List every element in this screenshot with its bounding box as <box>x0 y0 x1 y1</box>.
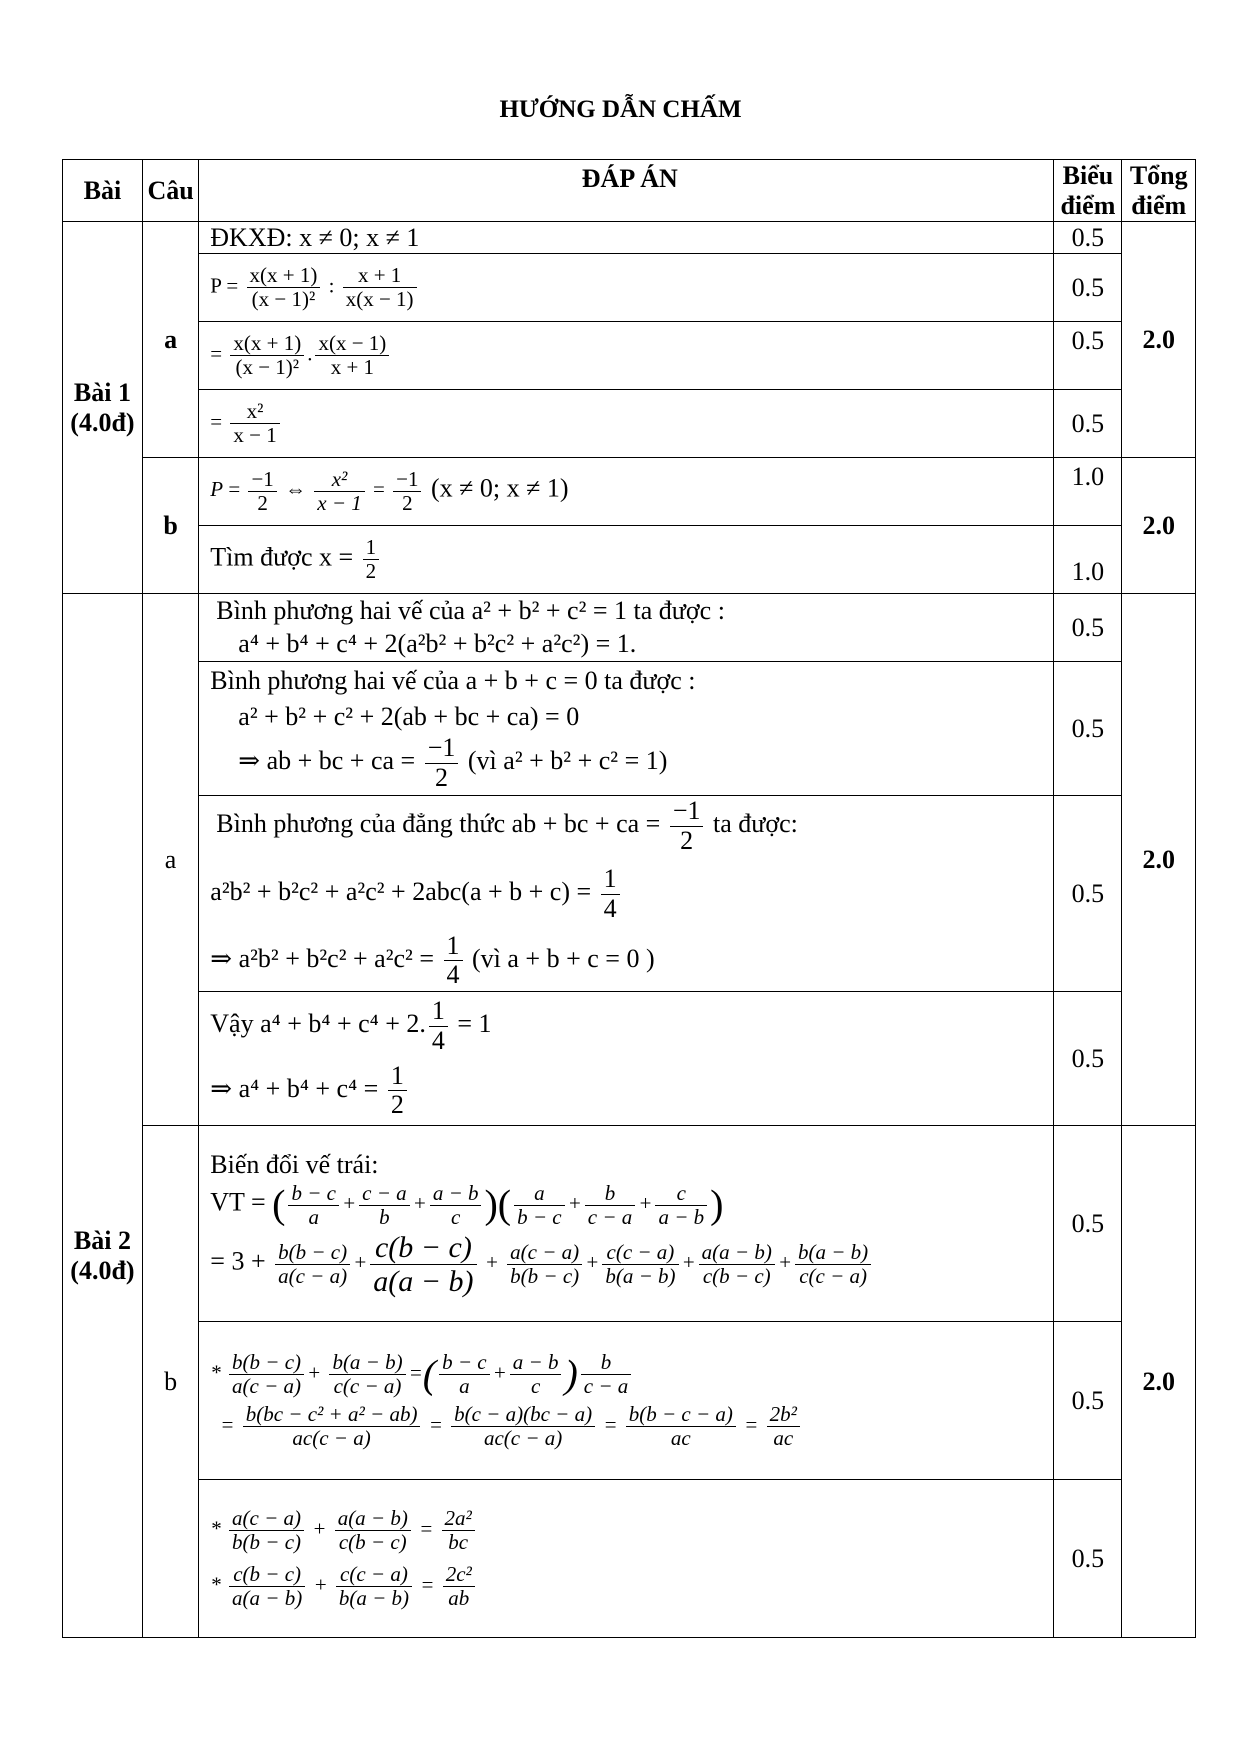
bai2-label-cell <box>63 594 143 1638</box>
formula-p-step2: = $\frac{x(x + 1)}{\text{(x − 1)²}}$ . $\frac{x(x - 1)}{x + 1}$ <box>199 322 1054 390</box>
bai1-label: Bài 1 <box>73 377 131 407</box>
vay-text: Vậy <box>210 1009 254 1039</box>
bai1-result: Tìm được x = $\frac{1}{2}$ <box>199 526 1054 594</box>
table-row <box>63 594 1196 662</box>
header-cau: Câu <box>142 160 198 222</box>
score-cell: 0.5 <box>1054 1322 1122 1480</box>
score-cell: 0.5 <box>1054 594 1122 662</box>
bai2-step1: Bình phương hai vế của a² + b² + c² = 1 ta được : a⁴ + b⁴ + c⁴ + 2(a²b² + b²c² + a²c²) = 1. <box>199 594 1054 662</box>
step1-text: Bình phương hai vế của <box>216 596 466 625</box>
formula-equation: P = $\frac{-1}{2}$ ⇔ $\frac{\text{x²}}{x - 1}$ = $\frac{-1}{2}$ (x ≠ 0; x ≠ 1) <box>199 458 1054 526</box>
table-row <box>63 796 1196 992</box>
formula-p-result: = $\frac{\text{x²}}{x - 1}$ <box>199 390 1054 458</box>
bai2-label: Bài 2 <box>73 1225 131 1255</box>
bai2-step3: Bình phương của đẳng thức ab + bc + ca = $\frac{-1}{2}$ ta được: a²b² + b²c² + a²c² + 2abc(a + b + c) = $\frac{1}{4}$ ⇒ a²b² + b²c² + a²c² = $\frac{1}{4}$ (vì a + b + c = 0 ) <box>199 796 1054 992</box>
page-title: HƯỚNG DẪN CHẤM <box>499 96 742 123</box>
tim-duoc-text: Tìm được x = <box>210 542 354 572</box>
score-cell: 0.5 <box>1054 662 1122 796</box>
bai2-step7: * $\frac{a(c - a)}{b(b - c)}$ + $\frac{a(a - b)}{c(b - c)}$ = $\frac{\text{2a²}}{bc}$ * $\frac{c(b - c)}{a(a - b)}$ + $\frac{c(c - a)}{b(a - b)}$ = $\frac{\text{2c²}}{ab}$ <box>199 1480 1054 1638</box>
score-cell: 0.5 <box>1054 254 1122 322</box>
score-cell: 1.0 <box>1054 526 1122 594</box>
bai2-total-a: 2.0 <box>1122 594 1196 1126</box>
grading-table <box>62 159 1196 1638</box>
bai1-cau-a: a <box>142 222 198 458</box>
bai2-points: (4.0đ) <box>70 1255 135 1285</box>
table-row <box>63 1480 1196 1638</box>
bai2-cau-b: b <box>142 1126 198 1638</box>
bai1-condition: (x ≠ 0; x ≠ 1) <box>430 473 569 503</box>
score-cell: 0.5 <box>1054 390 1122 458</box>
table-header-row <box>63 160 1196 222</box>
bai2-cau-a: a <box>142 594 198 1126</box>
vi-abc: (vì a + b + c = 0 ) <box>472 943 655 973</box>
header-tong-diem: Tổng điểm <box>1122 160 1196 222</box>
step3-tail: ta được: <box>712 809 798 839</box>
formula-p: P = $\frac{x(x + 1)}{\text{(x − 1)²}}$ : $\frac{x + 1}{x(x - 1)}$ <box>199 254 1054 322</box>
table-row <box>63 458 1196 526</box>
bai2-step4: Vậy a⁴ + b⁴ + c⁴ + 2. $\frac{1}{4}$ = 1 ⇒ a⁴ + b⁴ + c⁴ = $\frac{1}{2}$ <box>199 992 1054 1126</box>
bai2-step5: Biến đổi vế trái: VT = ( $\frac{b - c}{a}$ + $\frac{c - a}{b}$ + $\frac{a - b}{c}$ )( $\frac{a}{b - c}$ + $\frac{b}{c - a}$ + $\frac{c}{a - b}$ ) = 3 + $\frac{b(b - c)}{a(c - a)}$ + $\frac{c(b - c)}{a(a - b)}$ + $\frac{a(c - a)}{b(b - c)}$ + $\frac{c(c - a)}{b(a - b)}$ + $\frac{a(a - b)}{c(b - c)}$ + $\frac{b(a - b)}{c(c - a)}$ <box>199 1126 1054 1322</box>
table-row <box>63 254 1196 322</box>
table-row <box>63 1322 1196 1480</box>
header-bieu-diem: Biểu điểm <box>1054 160 1122 222</box>
step1-tail: ta được : <box>633 596 725 625</box>
score-cell: 0.5 <box>1054 1480 1122 1638</box>
bai2-step6: * $\frac{b(b - c)}{a(c - a)}$ + $\frac{b(a - b)}{c(c - a)}$ =( $\frac{b - c}{a}$ + $\frac{a - b}{c}$ ) $\frac{b}{c - a}$ = $\frac{\text{b(bc − c² + a² − ab)}}{ac(c - a)}$ = $\frac{b(c - a)(bc - a)}{ac(c - a)}$ = $\frac{b(b - c - a)}{ac}$ = $\frac{\text{2b²}}{ac}$ <box>199 1322 1054 1480</box>
table-row <box>63 526 1196 594</box>
bai1-total-a: 2.0 <box>1122 222 1196 458</box>
table-row <box>63 390 1196 458</box>
bai1-label-cell <box>63 222 143 594</box>
table-row <box>63 222 1196 254</box>
bai1-points: (4.0đ) <box>70 407 135 437</box>
score-cell: 0.5 <box>1054 796 1122 992</box>
score-cell: 0.5 <box>1054 1126 1122 1322</box>
step2-text: Bình phương hai vế của a + b + c = 0 ta được : <box>210 665 696 695</box>
header-bai: Bài <box>63 160 143 222</box>
header-dap-an: ĐÁP ÁN <box>199 160 1054 222</box>
score-cell: 1.0 <box>1054 458 1122 526</box>
table-row <box>63 1126 1196 1322</box>
bai1-total-b: 2.0 <box>1122 458 1196 594</box>
bai2-step2: Bình phương hai vế của a + b + c = 0 ta được : a² + b² + c² + 2(ab + bc + ca) = 0 ⇒ ab + bc + ca = $\frac{-1}{2}$ (vì a² + b² + c² = 1) <box>199 662 1054 796</box>
table-row <box>63 322 1196 390</box>
score-cell: 0.5 <box>1054 322 1122 390</box>
score-cell: 0.5 <box>1054 222 1122 254</box>
table-row <box>63 992 1196 1126</box>
table-row <box>63 662 1196 796</box>
step3-text: Bình phương của đẳng thức ab + bc + ca = <box>216 809 661 839</box>
bai1-dkxd: ĐKXĐ: x ≠ 0; x ≠ 1 <box>199 222 1054 254</box>
bai1-cau-b: b <box>142 458 198 594</box>
bai2-total-b: 2.0 <box>1122 1126 1196 1638</box>
bien-doi-text: Biến đổi vế trái: <box>210 1150 379 1180</box>
score-cell: 0.5 <box>1054 992 1122 1126</box>
